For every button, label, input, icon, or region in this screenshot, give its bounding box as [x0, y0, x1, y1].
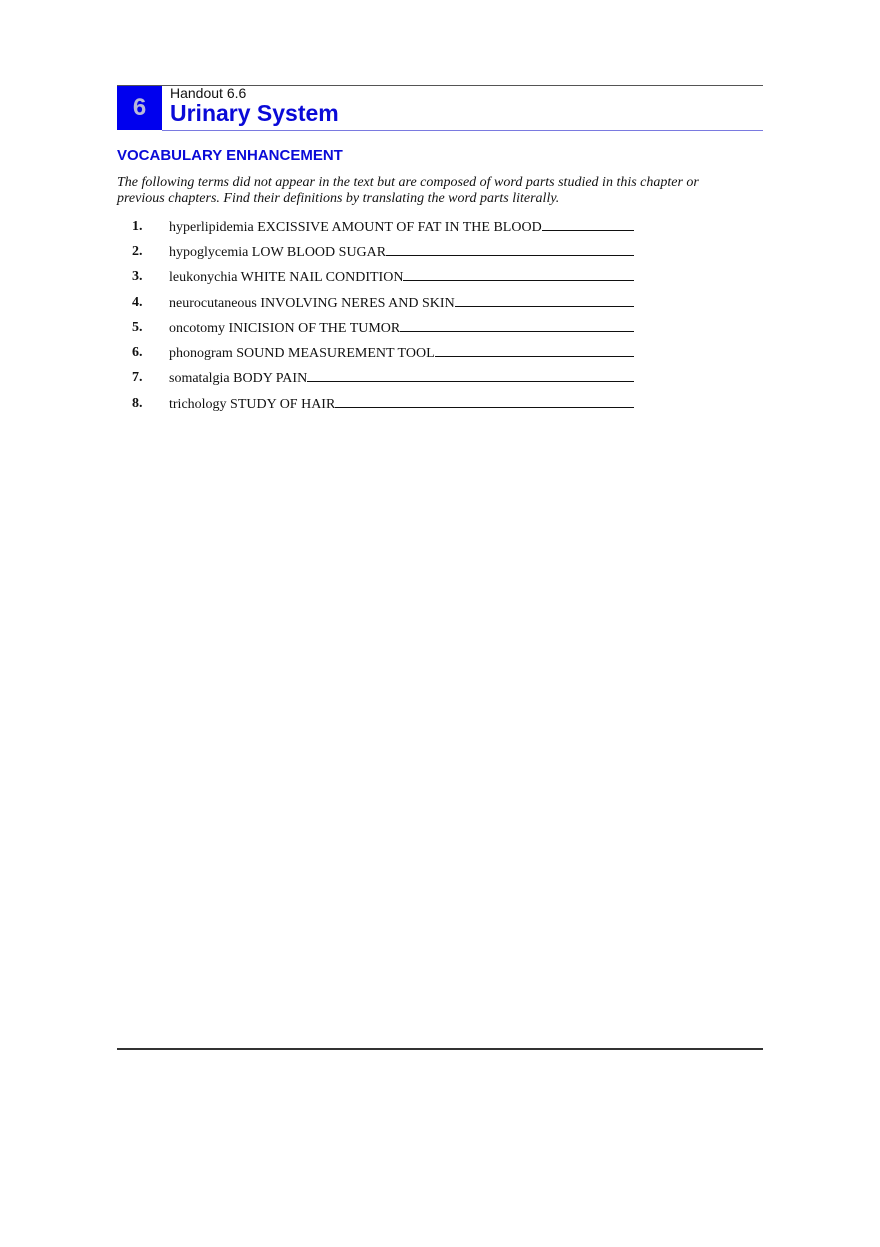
list-item	[117, 366, 634, 391]
item-number: 3.	[132, 269, 143, 285]
list-item	[117, 391, 634, 416]
list-item	[117, 265, 634, 290]
item-text: oncotomy INICISION OF THE TUMOR	[169, 320, 401, 336]
list-item	[117, 290, 634, 315]
title-rule	[162, 130, 763, 131]
instructions: The following terms did not appear in the text but are composed of word parts studied in this chapter or previous chapters. Find their definitions by translating the word parts literally.	[117, 175, 699, 206]
item-text: leukonychia WHITE NAIL CONDITION	[169, 270, 404, 286]
page-title: Urinary System	[170, 100, 339, 126]
answer-blank	[403, 268, 634, 281]
answer-blank	[435, 344, 634, 357]
item-number: 8.	[132, 395, 143, 411]
answer-blank	[307, 369, 634, 382]
list-item	[117, 214, 634, 239]
chapter-number-badge: 6	[117, 86, 162, 130]
list-item	[117, 340, 634, 365]
item-number: 4.	[132, 294, 143, 310]
item-text: somatalgia BODY PAIN	[169, 371, 308, 387]
list-item	[117, 239, 634, 264]
item-text: hypoglycemia LOW BLOOD SUGAR	[169, 244, 387, 260]
answer-blank	[386, 243, 634, 256]
answer-blank	[455, 294, 634, 307]
item-number: 7.	[132, 370, 143, 386]
item-number: 1.	[132, 218, 143, 234]
item-text: phonogram SOUND MEASUREMENT TOOL	[169, 346, 435, 362]
item-number: 2.	[132, 243, 143, 259]
item-number: 5.	[132, 319, 143, 335]
answer-blank	[400, 319, 634, 332]
vocabulary-list	[117, 214, 634, 416]
answer-blank	[542, 218, 634, 231]
handout-label: Handout 6.6	[170, 85, 247, 101]
item-text: trichology STUDY OF HAIR	[169, 396, 336, 412]
item-text: hyperlipidemia EXCISSIVE AMOUNT OF FAT IN THE BLOOD	[169, 219, 542, 235]
item-number: 6.	[132, 345, 143, 361]
answer-blank	[335, 395, 634, 408]
item-text: neurocutaneous INVOLVING NERES AND SKIN	[169, 295, 455, 311]
section-heading: VOCABULARY ENHANCEMENT	[117, 147, 343, 164]
footer-rule	[117, 1048, 763, 1050]
list-item	[117, 315, 634, 340]
